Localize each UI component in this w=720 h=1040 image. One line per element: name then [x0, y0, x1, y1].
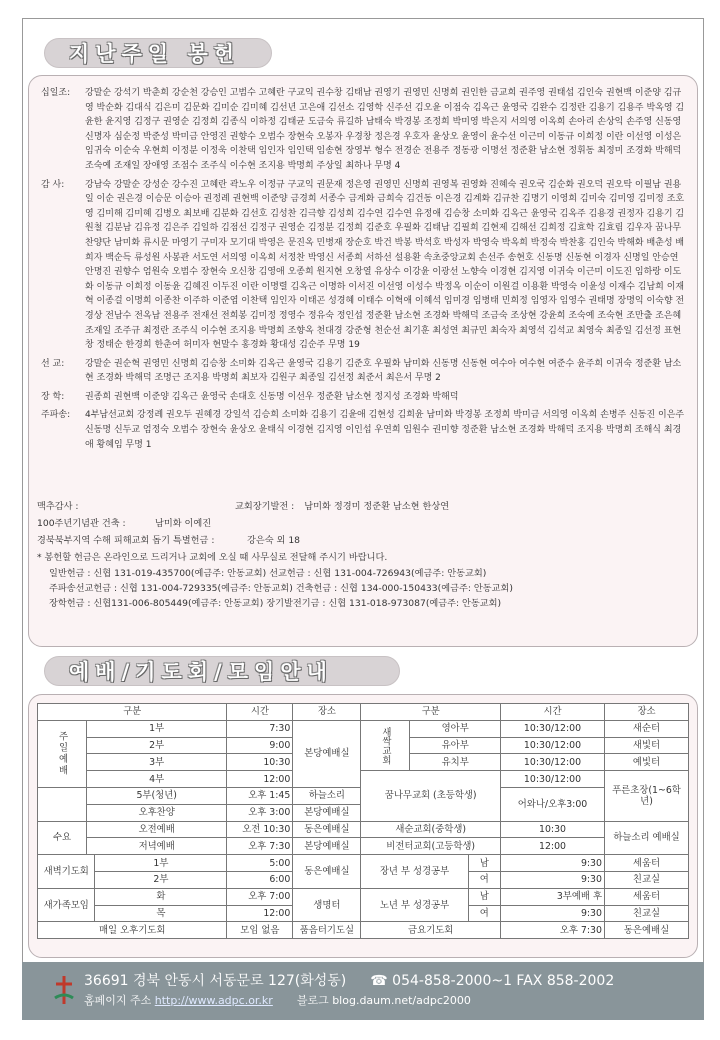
service-name: 오전예배 [87, 821, 227, 838]
col-header: 장소 [605, 704, 689, 721]
dept-time: 10:30/12:00 [501, 771, 605, 788]
service-place: 동은예배실 [293, 821, 361, 838]
col-header: 시간 [501, 704, 605, 721]
dept-time: 10:30/12:00 [501, 737, 605, 754]
dawn-label: 새벽기도회 [38, 855, 95, 889]
schedule-box [28, 694, 698, 958]
blog-link[interactable]: 블로그 blog.daum.net/adpc2000 [296, 994, 471, 1007]
service-name: 4부 [87, 771, 227, 788]
dept-place: 예빛터 [605, 754, 689, 771]
offering-names: 강말순 강석기 박춘희 강순천 강승인 고범수 고혜란 구교익 권수창 김태남 권영기 권영민 신명희 권인한 금교희 권주영 권태섭 김인숙 권현백 이준양 김규영 박순화 김대식 김은미 김문화 김미순 김미혜 김선년 고은애 김선소 김영학 신주선 김오윤 이점숙 김옥근 윤영국 김완수 김정란 김용기 김용주 박옥영 김윤한 윤지영 김정구 권영순 김정희 김종식 이하정 김태균 도금숙 류길하 남태숙 박경봉 조정희 박미영 박은지 서의영 이옥희 손아리 손상익 손주영 신동영 신명자 심순정 박준성 박미금 안영진 권향수 오범수 장현숙 오봉자 우경창 정은경 우호자 윤상오 윤영이 윤수선 이근미 이동규 이희정 이란 이선영 이성은 임귀숙 이순숙 우현희 이정분 이정욱 이찬택 임인자 임인택 임송현 장영부 형수 전경순 전용주 정동광 이명선 정준환 남소현 정휘동 최정미 조경화 박해덕 조숙예 조재일 장애영 조점수 조주식 이수현 조지용 박명희 주상일 최하나 무명 4 [85, 88, 685, 171]
church-logo-icon [52, 974, 76, 1006]
dept-place: 친교실 [605, 871, 689, 888]
gender: 남 [468, 855, 500, 872]
special-offerings [37, 498, 689, 611]
offering-row [37, 178, 689, 353]
dept-place: 푸른초장(1~6학년) [605, 771, 689, 821]
offering-names: 권종희 권현백 이준양 김옥근 윤영국 손대호 신동명 이선우 정준환 남소현 정지성 조경화 박해덕 [85, 391, 459, 402]
dept-name: 새순교회(중학생) [361, 821, 501, 838]
service-name: 2부 [87, 737, 227, 754]
dept-time: 10:30/12:00 [501, 720, 605, 737]
dept-time: 10:30/12:00 [501, 754, 605, 771]
dept-time: 9:30 [501, 871, 605, 888]
dept-name: 장년 부 성경공부 [361, 855, 468, 889]
service-time: 10:30 [227, 754, 293, 771]
service-time: 7:30 [227, 720, 293, 737]
service-time: 12:00 [227, 905, 293, 922]
offering-category: 감 사: [41, 179, 65, 190]
longterm-label: 교회장기발전 : [235, 501, 295, 512]
phone: ☎ 054-858-2000~1 FAX 858-2002 [370, 973, 615, 989]
service-time: 5:00 [227, 855, 293, 872]
building-label: 100주년기념관 건축 : [37, 518, 126, 529]
dept-time: 9:30 [501, 855, 605, 872]
flood-label: 경북북부지역 수해 피해교회 돕기 특별헌금 : [37, 535, 215, 546]
service-time: 9:00 [227, 737, 293, 754]
dept-name: 영아부 [410, 720, 501, 737]
dept-time: 3부예배 후 [501, 888, 605, 905]
service-name: 매일 오후기도회 [38, 922, 227, 939]
homepage-label: 홈페이지 주소 [84, 994, 152, 1007]
footer [22, 962, 704, 1020]
homepage-link[interactable]: http://www.adpc.or.kr [154, 994, 273, 1007]
offering-row [37, 390, 689, 405]
schedule-title: 예배/기도회/모임안내 [44, 656, 400, 686]
service-time: 12:00 [227, 771, 293, 788]
offering-row [37, 357, 689, 386]
longterm-names: 남미화 정경미 정준환 남소현 한상연 [304, 501, 450, 512]
service-time: 6:00 [227, 871, 293, 888]
offering-category: 주파송: [41, 410, 71, 421]
dept-name: 노년 부 성경공부 [361, 888, 468, 922]
service-name: 3부 [87, 754, 227, 771]
service-name: 오후찬양 [87, 804, 227, 821]
service-name: 5부(청년) [87, 787, 227, 804]
family-label: 새가족모임 [38, 888, 95, 922]
account-line: 장학헌금 : 신협131-006-805449(예금주: 안동교회) 장기발전기금 : 신협 131-018-973087(예금주: 안동교회) [49, 598, 502, 609]
offering-row [37, 408, 689, 452]
service-name: 저녁예배 [87, 838, 227, 855]
dept-time: 어와나/오후3:00 [501, 787, 605, 821]
service-time: 오후 3:00 [227, 804, 293, 821]
offering-names: 4부남선교회 강정례 권오두 권혜경 강일석 김승희 소미화 김용기 김윤애 김현성 김희윤 남미화 박경봉 조정희 박미금 서의영 이옥희 손병주 신동진 이은주 신동명 신두교 엄정숙 오범수 장현숙 윤상오 윤태식 이경현 김지영 이인섭 우연희 임원수 권미향 정준환 남소현 조경화 박해덕 조지용 박명희 조해식 최경애 황혜임 무명 1 [85, 410, 685, 450]
service-name: 목 [95, 905, 227, 922]
gender: 여 [468, 871, 500, 888]
mechu-label: 맥추감사 : [37, 501, 79, 512]
dept-time: 12:00 [501, 838, 605, 855]
wed-label: 수요 [38, 821, 87, 855]
service-place: 품음터기도실 [293, 922, 361, 939]
dept-time: 오후 7:30 [501, 922, 605, 939]
dept-time: 9:30 [501, 905, 605, 922]
offering-category: 장 학: [41, 391, 65, 402]
dept-name: 유아부 [410, 737, 501, 754]
dept-place: 새순터 [605, 720, 689, 737]
kids-label: 새싹교회 [361, 720, 410, 770]
offering-names: 강말순 권순혁 권영민 신명희 김승창 소미화 김옥근 윤영국 김용기 김준호 우필화 남미화 신동명 신동현 여수아 여수현 여준수 윤주희 이귀숙 정준환 남소현 조경화 박해덕 조명근 조지용 박명희 최보자 김원구 최종일 김선정 최준서 최은서 무명 2 [85, 358, 682, 384]
service-time: 오후 1:45 [227, 787, 293, 804]
address: 36691 경북 안동시 서동문로 127(화성동) [84, 973, 347, 989]
schedule-table [37, 703, 689, 939]
offering-category: 십일조: [41, 88, 71, 98]
dept-name: 유치부 [410, 754, 501, 771]
col-header: 시간 [227, 704, 293, 721]
dept-name: 비전터교회(고등학생) [361, 838, 501, 855]
dept-place: 동은예배실 [605, 922, 689, 939]
gender: 남 [468, 888, 500, 905]
sunday-label: 주일예배 [38, 720, 87, 787]
dept-place: 세움터 [605, 888, 689, 905]
col-header: 구분 [38, 704, 227, 721]
offering-box [28, 75, 698, 647]
service-time: 오전 10:30 [227, 821, 293, 838]
service-time: 오후 7:30 [227, 838, 293, 855]
offering-sections [37, 86, 689, 452]
dept-place: 하늘소리 예배실 [605, 821, 689, 855]
service-place: 생명터 [293, 888, 361, 922]
col-header: 장소 [293, 704, 361, 721]
service-place: 본당예배실 [293, 804, 361, 821]
service-place: 하늘소리 [293, 787, 361, 804]
flood-names: 강은숙 외 18 [247, 535, 301, 546]
service-name: 2부 [95, 871, 227, 888]
dept-name: 금요기도회 [361, 922, 501, 939]
service-place: 동은예배실 [293, 855, 361, 889]
gender: 여 [468, 905, 500, 922]
dept-place: 친교실 [605, 905, 689, 922]
dept-time: 10:30 [501, 821, 605, 838]
service-time: 모임 없음 [227, 922, 293, 939]
dream-label: 꿈나무교회 (초등학생) [361, 771, 501, 821]
service-place: 본당예배실 [293, 720, 361, 787]
building-names: 남미화 이예진 [155, 518, 212, 529]
col-header: 구분 [361, 704, 501, 721]
offering-category: 선 교: [41, 358, 65, 369]
offering-row [37, 86, 689, 174]
service-name: 1부 [95, 855, 227, 872]
service-name: 화 [95, 888, 227, 905]
account-line: 일반헌금 : 신협 131-019-435700(예금주: 안동교회) 선교헌금 : 신협 131-004-726943(예금주: 안동교회) [49, 568, 487, 579]
service-place: 본당예배실 [293, 838, 361, 855]
service-time: 오후 7:00 [227, 888, 293, 905]
offering-names: 강남숙 강말순 강성순 강수진 고혜란 곽노우 이정규 구교익 권문재 정은영 권영민 신명희 권영복 권영화 진혜숙 권오국 김순화 권오덕 권오탁 이필남 권용일 이순 권은경 이승문 이승아 권정례 권현백 이준양 금경희 서종수 금계화 금희숙 김건동 이은경 김계화 김규찬 김명기 이영희 김미숙 김미영 김미정 조호영 김미해 김미혜 김병오 최보배 김분화 김선호 김성찬 김극향 김성희 김수연 김수연 유정애 김승창 소미화 김옥근 윤영국 김옥주 김용경 권정자 김용기 김원철 김분남 김유정 김은주 김일하 김점선 김정구 권영순 김정분 김정희 김준호 우필화 김태남 김필희 김현제 김해선 김희정 김효학 김효림 김우자 꿈나무찬양단 남미화 류시문 마영기 구미자 모기대 박영은 문진옥 민병재 장순호 박건 박봉 박석호 박성자 박영숙 박옥희 박정숙 박찬홍 김인숙 박해화 배춘성 배희자 백순득 류성원 사봉관 서도연 서의영 이옥희 서정찬 박영신 서종희 서하선 설용환 속초중앙교회 손선주 송현호 신동명 신동현 이경자 신명일 안승연 안명진 권향수 엄원숙 오범수 장현숙 오신창 김영애 오종희 원지현 오창열 유상수 이강윤 이광선 노향숙 이경현 김지영 이귀숙 이근미 이도진 임하랑 이도화 이동규 이희정 이동윤 김혜진 이두진 이란 이명렬 김옥근 이명하 이서진 이선영 이성수 박정옥 이순이 이원걸 이용환 박영숙 이윤성 이재수 김남희 이재혁 이종걸 이명희 이종찬 이주하 이준엽 이찬택 임인자 이태곤 성경혜 이태수 이혁애 이혜석 임미경 임병태 민희정 임영자 임영수 권태명 장명익 이숙향 전경상 전남수 전옥남 전용주 전재선 전희봉 김미정 정영수 정유숙 정인섭 정준환 남소현 조경화 박해덕 조금숙 조상현 강윤희 조숙예 조숙현 조만출 조은혜 조재일 조주규 최정란 조주식 이수현 조지용 박명희 조향옥 천대경 강준형 천순선 최기훈 최성연 최규민 최숙자 최영석 김석교 최영숙 최종일 김선정 표현창 정태순 한경희 한춘여 허미자 현말수 홍경화 황대성 김순주 무명 19 [85, 179, 685, 351]
offering-title: 지난주일 봉헌 [44, 38, 272, 68]
online-notice: * 봉헌할 헌금은 온라인으로 드리거나 교회에 오실 때 사무실로 전달해 주시기 바랍니다. [37, 552, 388, 563]
dept-place: 새빛터 [605, 737, 689, 754]
service-name: 1부 [87, 720, 227, 737]
account-line: 주파송선교헌금 : 신협 131-004-729335(예금주: 안동교회) 건축헌금 : 신협 134-000-150433(예금주: 안동교회) [49, 583, 513, 594]
dept-place: 세움터 [605, 855, 689, 872]
